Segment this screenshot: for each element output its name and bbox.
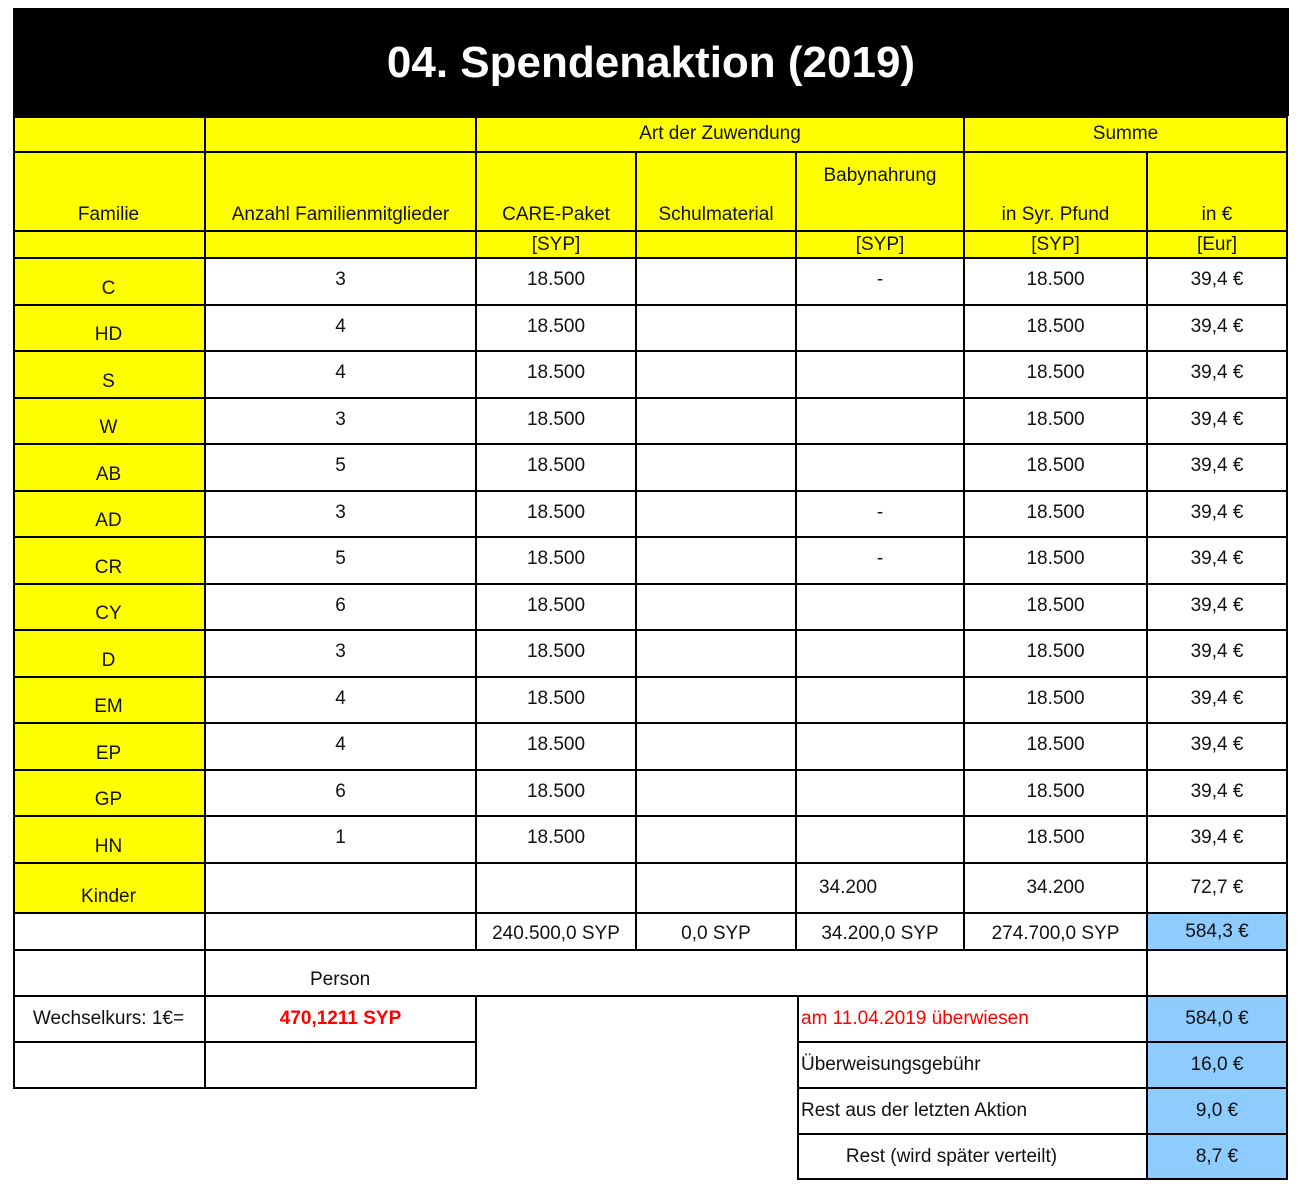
anzahl-cell-text: 3: [335, 269, 346, 290]
anzahl-cell-text: 3: [335, 641, 346, 662]
baby-cell: [797, 538, 965, 585]
familie-cell: [13, 306, 206, 352]
syp-cell-text: 18.500: [1026, 269, 1085, 290]
eur-cell-text: 39,4 €: [1190, 455, 1244, 476]
eur-cell-text: 39,4 €: [1190, 548, 1244, 569]
eur-cell: [1148, 306, 1288, 352]
anzahl-cell: [206, 864, 477, 914]
familie-cell-text: CY: [95, 603, 122, 624]
baby-cell: [797, 678, 965, 724]
syp-cell: [965, 445, 1148, 492]
person-label: [206, 951, 1148, 997]
header-care-text: CARE-Paket: [502, 204, 610, 225]
schul-cell: [637, 492, 797, 538]
header-syp: [965, 153, 1148, 232]
unit-eur: [1148, 232, 1288, 259]
familie-cell: [13, 259, 206, 306]
person-label-text: Person: [310, 969, 371, 990]
summary-label-text: Rest aus der letzten Aktion: [801, 1100, 1028, 1121]
anzahl-cell-text: 4: [335, 316, 346, 337]
syp-cell-text: 18.500: [1026, 641, 1085, 662]
anzahl-cell-text: 5: [335, 455, 346, 476]
schul-cell: [637, 631, 797, 678]
familie-cell: [13, 585, 206, 631]
unit-familie: [13, 232, 206, 259]
baby-cell: [797, 306, 965, 352]
syp-cell-text: 18.500: [1026, 502, 1085, 523]
anzahl-cell-text: 1: [335, 827, 346, 848]
anzahl-cell: [206, 724, 477, 771]
anzahl-cell: [206, 399, 477, 445]
eur-cell-text: 39,4 €: [1190, 827, 1244, 848]
eur-cell-text: 39,4 €: [1190, 409, 1244, 430]
familie-cell: [13, 399, 206, 445]
unit-eur-text: [Eur]: [1196, 233, 1238, 255]
anzahl-cell: [206, 492, 477, 538]
care-cell: [477, 445, 637, 492]
baby-cell: [797, 399, 965, 445]
totals-syp: [965, 914, 1148, 951]
familie-cell-text: GP: [94, 789, 123, 810]
syp-cell-text: 18.500: [1026, 827, 1085, 848]
schul-cell: [637, 864, 797, 914]
care-cell: [477, 352, 637, 399]
familie-cell-text: EP: [95, 743, 122, 764]
totals-eur: [1148, 914, 1288, 951]
left-empty-1: [13, 1043, 206, 1089]
familie-cell-text: Kinder: [81, 886, 136, 907]
summary-value: [1148, 997, 1288, 1043]
schul-cell: [637, 724, 797, 771]
care-cell-text: 18.500: [526, 781, 586, 802]
unit-syp-text: [SYP]: [1031, 233, 1080, 255]
header-summe-group: [965, 116, 1288, 153]
anzahl-cell-text: 6: [335, 595, 346, 616]
anzahl-cell: [206, 771, 477, 817]
header-summe-group-text: Summe: [1092, 122, 1159, 144]
familie-cell: [13, 724, 206, 771]
syp-cell-text: 18.500: [1026, 688, 1085, 709]
totals-familie: [13, 914, 206, 951]
syp-cell: [965, 771, 1148, 817]
care-cell: [477, 678, 637, 724]
care-cell: [477, 492, 637, 538]
unit-baby-text: [SYP]: [855, 233, 905, 255]
schul-cell: [637, 771, 797, 817]
totals-schul-text: 0,0 SYP: [681, 923, 751, 944]
anzahl-cell: [206, 306, 477, 352]
summary-label: [797, 1089, 1148, 1135]
eur-cell: [1148, 678, 1288, 724]
schul-cell: [637, 678, 797, 724]
page-title: 04. Spendenaktion (2019): [386, 38, 916, 87]
syp-cell: [965, 585, 1148, 631]
eur-cell: [1148, 585, 1288, 631]
totals-syp-text: 274.700,0 SYP: [991, 923, 1120, 944]
totals-baby: [797, 914, 965, 951]
syp-cell: [965, 678, 1148, 724]
summary-label: [797, 997, 1148, 1043]
eur-cell: [1148, 724, 1288, 771]
summary-value-text: 9,0 €: [1195, 1100, 1239, 1121]
familie-cell: [13, 492, 206, 538]
eur-cell-text: 39,4 €: [1190, 641, 1244, 662]
summary-label-text: Überweisungsgebühr: [801, 1054, 981, 1075]
eur-cell-text: 72,7 €: [1190, 877, 1244, 898]
baby-cell: [797, 817, 965, 864]
totals-anzahl: [206, 914, 477, 951]
anzahl-cell: [206, 352, 477, 399]
unit-syp: [965, 232, 1148, 259]
left-empty-2: [206, 1043, 477, 1089]
header-anzahl-group: [206, 116, 477, 153]
eur-cell: [1148, 492, 1288, 538]
wechselkurs-value-text: 470,1211 SYP: [279, 1008, 402, 1029]
baby-cell: [797, 864, 965, 914]
header-baby: [797, 153, 965, 232]
care-cell: [477, 399, 637, 445]
care-cell-text: 18.500: [526, 269, 586, 290]
header-familie-group: [13, 116, 206, 153]
header-schul-text: Schulmaterial: [658, 204, 774, 225]
baby-cell: [797, 585, 965, 631]
totals-care-text: 240.500,0 SYP: [492, 923, 620, 944]
anzahl-cell: [206, 259, 477, 306]
schul-cell: [637, 817, 797, 864]
header-familie: [13, 153, 206, 232]
totals-baby-text: 34.200,0 SYP: [821, 923, 939, 944]
care-cell-text: 18.500: [526, 316, 586, 337]
eur-cell-text: 39,4 €: [1190, 316, 1244, 337]
summary-value: [1148, 1089, 1288, 1135]
summary-value-text: 8,7 €: [1195, 1145, 1239, 1167]
schul-cell: [637, 585, 797, 631]
syp-cell: [965, 492, 1148, 538]
syp-cell-text: 18.500: [1026, 362, 1085, 383]
familie-cell-text: W: [99, 417, 118, 438]
care-cell-text: 18.500: [526, 641, 586, 662]
eur-cell: [1148, 259, 1288, 306]
anzahl-cell-text: 6: [335, 781, 346, 802]
header-art-group: [477, 116, 965, 153]
unit-care: [477, 232, 637, 259]
eur-cell: [1148, 771, 1288, 817]
eur-cell-text: 39,4 €: [1190, 688, 1244, 709]
familie-cell-text: HD: [94, 324, 123, 345]
eur-cell-text: 39,4 €: [1190, 269, 1244, 290]
wechselkurs-label-text: Wechselkurs: 1€=: [32, 1008, 185, 1029]
syp-cell: [965, 724, 1148, 771]
care-cell-text: 18.500: [526, 548, 586, 569]
syp-cell-text: 18.500: [1026, 316, 1085, 337]
schul-cell: [637, 352, 797, 399]
familie-cell: [13, 352, 206, 399]
anzahl-cell: [206, 538, 477, 585]
syp-cell-text: 18.500: [1026, 548, 1085, 569]
unit-baby: [797, 232, 965, 259]
summary-label: [797, 1135, 1148, 1180]
care-cell: [477, 631, 637, 678]
anzahl-cell: [206, 631, 477, 678]
anzahl-cell-text: 5: [335, 548, 346, 569]
anzahl-cell-text: 3: [335, 502, 346, 523]
header-art-group-text: Art der Zuwendung: [639, 122, 801, 144]
syp-cell-text: 18.500: [1026, 781, 1085, 802]
syp-cell: [965, 399, 1148, 445]
care-cell: [477, 306, 637, 352]
familie-cell-text: EM: [94, 696, 123, 717]
anzahl-cell: [206, 445, 477, 492]
grid-line: [797, 997, 799, 1180]
eur-cell: [1148, 538, 1288, 585]
header-eur: [1148, 153, 1288, 232]
care-cell: [477, 864, 637, 914]
schul-cell: [637, 538, 797, 585]
care-cell-text: 18.500: [526, 595, 586, 616]
anzahl-cell: [206, 817, 477, 864]
care-cell-text: 18.500: [526, 688, 586, 709]
familie-cell: [13, 678, 206, 724]
baby-cell-text: -: [876, 502, 884, 523]
syp-cell: [965, 538, 1148, 585]
person-left: [13, 951, 206, 997]
syp-cell-text: 18.500: [1026, 595, 1085, 616]
syp-cell: [965, 259, 1148, 306]
header-schul: [637, 153, 797, 232]
familie-cell-text: D: [101, 650, 116, 671]
eur-cell: [1148, 817, 1288, 864]
anzahl-cell-text: 3: [335, 409, 346, 430]
syp-cell: [965, 631, 1148, 678]
summary-value-text: 16,0 €: [1190, 1054, 1244, 1075]
eur-cell: [1148, 399, 1288, 445]
schul-cell: [637, 306, 797, 352]
summary-value-text: 584,0 €: [1185, 1008, 1249, 1029]
syp-cell-text: 18.500: [1026, 734, 1085, 755]
care-cell-text: 18.500: [526, 455, 586, 476]
anzahl-cell-text: 4: [335, 734, 346, 755]
syp-cell-text: 18.500: [1026, 455, 1085, 476]
baby-cell-text: -: [876, 548, 884, 569]
eur-cell-text: 39,4 €: [1190, 734, 1244, 755]
care-cell-text: 18.500: [526, 734, 586, 755]
familie-cell: [13, 631, 206, 678]
familie-cell: [13, 771, 206, 817]
schul-cell: [637, 259, 797, 306]
care-cell: [477, 585, 637, 631]
summary-label-text: Rest (wird später verteilt): [845, 1145, 1058, 1167]
eur-cell: [1148, 445, 1288, 492]
baby-cell: [797, 631, 965, 678]
baby-cell: [797, 352, 965, 399]
summary-label-text: am 11.04.2019 überwiesen: [801, 1008, 1029, 1029]
anzahl-cell-text: 4: [335, 362, 346, 383]
eur-cell-text: 39,4 €: [1190, 502, 1244, 523]
syp-cell: [965, 306, 1148, 352]
baby-cell-text: 34.200: [819, 877, 878, 898]
totals-eur-text: 584,3 €: [1185, 920, 1249, 942]
familie-cell: [13, 864, 206, 914]
header-syp-text: in Syr. Pfund: [1001, 204, 1110, 225]
eur-cell: [1148, 864, 1288, 914]
anzahl-cell: [206, 585, 477, 631]
baby-cell: [797, 492, 965, 538]
summary-label: [797, 1043, 1148, 1089]
baby-cell: [797, 445, 965, 492]
care-cell: [477, 538, 637, 585]
eur-cell: [1148, 631, 1288, 678]
syp-cell: [965, 864, 1148, 914]
familie-cell-text: HN: [94, 836, 123, 857]
wechselkurs-label: [13, 997, 206, 1043]
baby-cell: [797, 724, 965, 771]
care-cell-text: 18.500: [526, 827, 586, 848]
grid-line: [13, 116, 15, 1089]
summary-value: [1148, 1135, 1288, 1180]
header-anzahl: [206, 153, 477, 232]
unit-care-text: [SYP]: [531, 233, 581, 255]
care-cell-text: 18.500: [526, 409, 586, 430]
syp-cell-text: 18.500: [1026, 409, 1085, 430]
schul-cell: [637, 445, 797, 492]
familie-cell: [13, 445, 206, 492]
header-care: [477, 153, 637, 232]
care-cell: [477, 724, 637, 771]
wechselkurs-value: [206, 997, 477, 1043]
familie-cell: [13, 817, 206, 864]
unit-schul: [637, 232, 797, 259]
totals-care: [477, 914, 637, 951]
title-bar: [13, 8, 1289, 116]
care-cell-text: 18.500: [526, 362, 586, 383]
eur-cell: [1148, 352, 1288, 399]
schul-cell: [637, 399, 797, 445]
header-baby-text: Babynahrung: [823, 165, 937, 186]
familie-cell: [13, 538, 206, 585]
familie-cell-text: S: [102, 371, 115, 392]
syp-cell-text: 34.200: [1026, 877, 1085, 898]
familie-cell-text: AB: [95, 464, 122, 485]
baby-cell: [797, 259, 965, 306]
anzahl-cell-text: 4: [335, 688, 346, 709]
eur-cell-text: 39,4 €: [1190, 595, 1244, 616]
familie-cell-text: C: [101, 278, 116, 299]
care-cell: [477, 259, 637, 306]
person-right: [1148, 951, 1288, 997]
grid-line: [13, 116, 1288, 118]
baby-cell-text: -: [876, 269, 884, 290]
eur-cell-text: 39,4 €: [1190, 781, 1244, 802]
header-anzahl-text: Anzahl Familienmitglieder: [231, 204, 450, 225]
care-cell-text: 18.500: [526, 502, 586, 523]
header-familie-text: Familie: [77, 204, 140, 225]
care-cell: [477, 817, 637, 864]
care-cell: [477, 771, 637, 817]
header-eur-text: in €: [1201, 204, 1233, 225]
unit-anzahl: [206, 232, 477, 259]
baby-cell: [797, 771, 965, 817]
totals-schul: [637, 914, 797, 951]
summary-value: [1148, 1043, 1288, 1089]
familie-cell-text: AD: [95, 510, 122, 531]
eur-cell-text: 39,4 €: [1190, 362, 1244, 383]
syp-cell: [965, 817, 1148, 864]
anzahl-cell: [206, 678, 477, 724]
familie-cell-text: CR: [94, 557, 123, 578]
syp-cell: [965, 352, 1148, 399]
